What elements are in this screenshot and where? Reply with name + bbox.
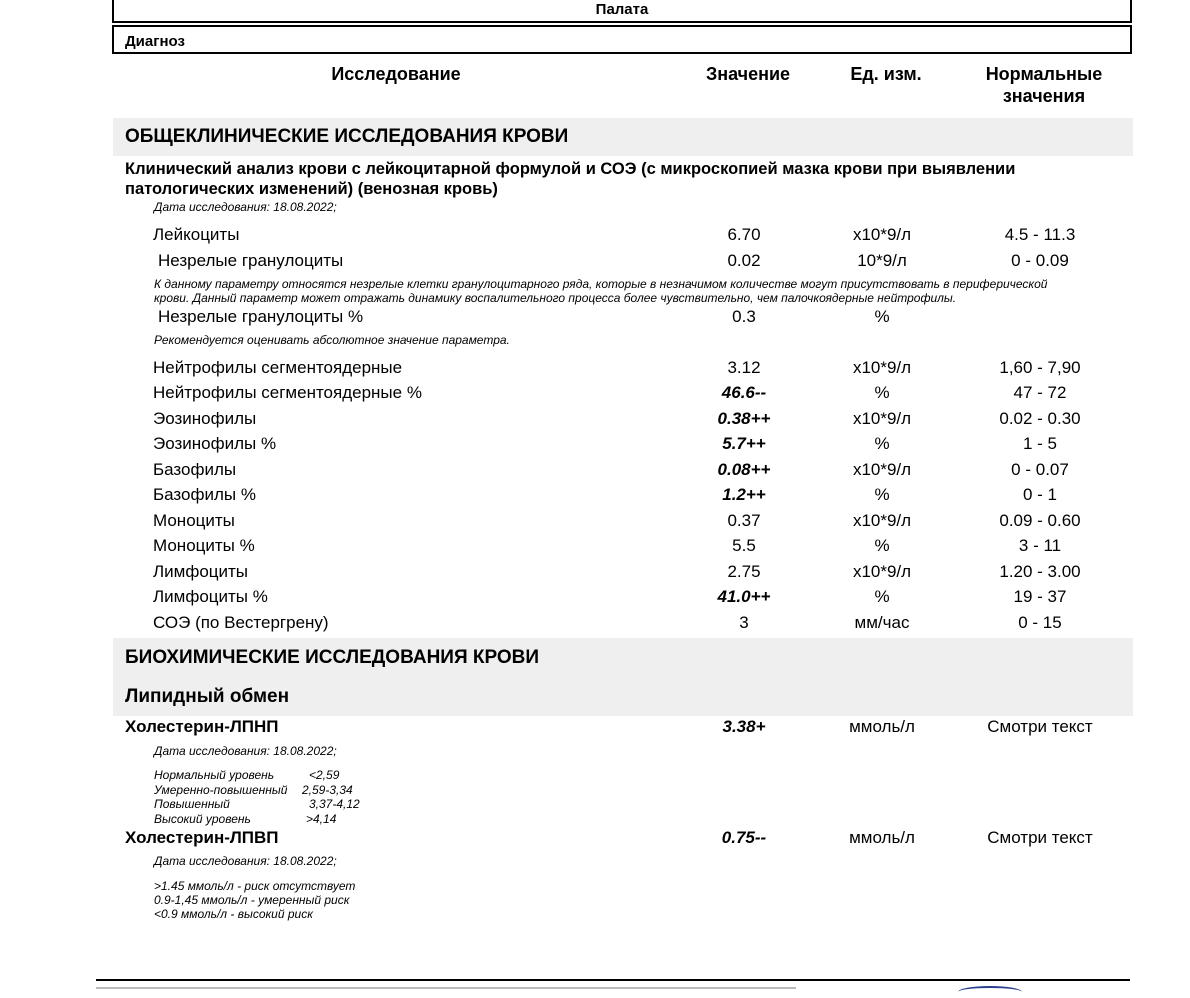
table-row <box>0 251 1190 273</box>
row-value: 3 <box>739 613 749 632</box>
row-name: СОЭ (по Вестергрену) <box>153 613 329 632</box>
table-row <box>0 434 1190 456</box>
table-row <box>0 358 1190 380</box>
diagnosis-label: Диагноз <box>125 33 185 50</box>
table-row <box>0 717 1190 739</box>
row-ref: 4.5 - 11.3 <box>1004 225 1076 244</box>
row-unit: x10*9/л <box>852 358 912 377</box>
section-title: БИОХИМИЧЕСКИЕ ИССЛЕДОВАНИЯ КРОВИ <box>125 647 540 668</box>
level-range: >4,14 <box>306 812 337 826</box>
row-value: 3.38+ <box>722 717 766 736</box>
row-ref: 19 - 37 <box>1013 587 1067 606</box>
test-name-line2: патологических изменений) (венозная кровь) <box>125 180 498 198</box>
row-unit: % <box>874 536 890 555</box>
level-label: Высокий уровень <box>154 812 251 826</box>
logo-icon <box>958 986 1022 998</box>
table-row <box>0 613 1190 635</box>
row-unit: % <box>874 485 890 504</box>
row-value: 2.75 <box>727 562 761 581</box>
risk-line: >1.45 ммоль/л - риск отсутствует <box>154 879 356 893</box>
row-name: Холестерин-ЛПВП <box>125 828 279 847</box>
row-unit: % <box>874 434 890 453</box>
ward-label: Палата <box>595 1 649 18</box>
row-unit: x10*9/л <box>852 409 912 428</box>
row-unit: ммоль/л <box>849 828 915 847</box>
column-header-study: Исследование <box>331 64 461 84</box>
row-value: 5.5 <box>732 536 756 555</box>
row-value: 41.0++ <box>717 587 771 606</box>
risk-notes <box>154 879 355 921</box>
level-row <box>154 812 454 827</box>
row-unit: x10*9/л <box>852 511 912 530</box>
row-name: Незрелые гранулоциты <box>158 251 344 270</box>
row-unit: % <box>874 383 890 402</box>
column-header-normal <box>962 63 1126 107</box>
row-ref: Смотри текст <box>987 717 1093 736</box>
row-ref: 0 - 15 <box>1018 613 1062 632</box>
row-ref: 1,60 - 7,90 <box>999 358 1081 377</box>
column-header-normal-line1: Нормальные <box>985 64 1103 84</box>
row-name: Моноциты % <box>153 536 255 555</box>
study-date: Дата исследования: 18.08.2022; <box>154 744 337 758</box>
row-value: 5.7++ <box>722 434 766 453</box>
table-row <box>0 307 1190 329</box>
study-date: Дата исследования: 18.08.2022; <box>154 854 337 868</box>
note-absolute: Рекомендуется оценивать абсолютное значение параметра. <box>154 333 510 347</box>
level-range: 3,37-4,12 <box>309 797 360 811</box>
column-header-unit: Ед. изм. <box>850 64 922 84</box>
table-row <box>0 828 1190 850</box>
test-name-line1: Клинический анализ крови с лейкоцитарной формулой и СОЭ (с микроскопией мазка крови при выявлении <box>125 160 1016 178</box>
row-name: Лимфоциты % <box>153 587 268 606</box>
level-range: 2,59-3,34 <box>302 783 353 797</box>
risk-line: <0.9 ммоль/л - высокий риск <box>154 907 313 921</box>
note-line: К данному параметру относятся незрелые клетки гранулоцитарного ряда, которые в незначимом количестве могут присутствовать в периферической <box>154 277 1048 291</box>
row-value: 0.02 <box>727 251 761 270</box>
row-ref: 1 - 5 <box>1022 434 1058 453</box>
level-range: <2,59 <box>309 768 340 782</box>
row-name: Холестерин-ЛПНП <box>125 717 279 736</box>
level-label: Умеренно-повышенный <box>154 783 288 797</box>
level-label: Повышенный <box>154 797 230 811</box>
row-ref: 3 - 11 <box>1018 536 1062 555</box>
ward-box <box>112 0 1132 23</box>
row-value: 3.12 <box>727 358 761 377</box>
section-general-clinical <box>113 118 1133 156</box>
row-name: Базофилы % <box>153 485 256 504</box>
row-value: 0.38++ <box>717 409 771 428</box>
column-header-value: Значение <box>705 64 791 84</box>
table-row <box>0 536 1190 558</box>
row-unit: x10*9/л <box>852 460 912 479</box>
row-value: 6.70 <box>727 225 761 244</box>
table-row <box>0 460 1190 482</box>
row-ref: 47 - 72 <box>1013 383 1067 402</box>
row-name: Незрелые гранулоциты % <box>158 307 364 326</box>
row-name: Нейтрофилы сегментоядерные % <box>153 383 422 402</box>
table-row <box>0 409 1190 431</box>
footer-divider <box>96 979 1130 981</box>
table-row <box>0 383 1190 405</box>
level-row <box>154 768 454 783</box>
row-unit: % <box>874 307 890 326</box>
row-unit: x10*9/л <box>852 225 912 244</box>
row-name: Базофилы <box>153 460 237 479</box>
row-ref: 0 - 0.07 <box>1011 460 1069 479</box>
row-name: Лимфоциты <box>153 562 249 581</box>
row-value: 1.2++ <box>722 485 766 504</box>
risk-line: 0.9-1,45 ммоль/л - умеренный риск <box>154 893 350 907</box>
diagnosis-box <box>112 25 1132 54</box>
row-value: 0.75-- <box>721 828 767 847</box>
row-value: 0.3 <box>732 307 756 326</box>
level-row <box>154 783 454 798</box>
row-ref: 0 - 1 <box>1022 485 1058 504</box>
level-label: Нормальный уровень <box>154 768 275 782</box>
row-unit: 10*9/л <box>857 251 907 270</box>
study-date: Дата исследования: 18.08.2022; <box>154 200 337 214</box>
row-ref: 1.20 - 3.00 <box>999 562 1081 581</box>
section-biochemistry <box>113 638 1133 716</box>
row-unit: ммоль/л <box>849 717 915 736</box>
table-row <box>0 587 1190 609</box>
section-subtitle: Липидный обмен <box>125 686 290 707</box>
section-title: ОБЩЕКЛИНИЧЕСКИЕ ИССЛЕДОВАНИЯ КРОВИ <box>125 126 569 147</box>
level-row <box>154 797 454 812</box>
row-ref: 0 - 0.09 <box>1011 251 1069 270</box>
row-name: Моноциты <box>153 511 235 530</box>
row-ref: Смотри текст <box>987 828 1093 847</box>
table-row <box>0 225 1190 247</box>
row-value: 46.6-- <box>721 383 767 402</box>
footer-text-cropped <box>96 985 796 991</box>
row-unit: x10*9/л <box>852 562 912 581</box>
row-ref: 0.09 - 0.60 <box>999 511 1081 530</box>
row-name: Эозинофилы <box>153 409 257 428</box>
row-name: Нейтрофилы сегментоядерные <box>153 358 403 377</box>
table-row <box>0 511 1190 533</box>
table-row <box>0 485 1190 507</box>
row-value: 0.37 <box>727 511 761 530</box>
note-line: крови. Данный параметр может отражать динамику воспалительного процесса более чувствительно, чем палочкоядерные нейтрофилы. <box>154 291 957 305</box>
row-unit: мм/час <box>854 613 910 632</box>
row-ref: 0.02 - 0.30 <box>999 409 1081 428</box>
row-value: 0.08++ <box>717 460 771 479</box>
note-immature <box>154 277 1134 305</box>
row-name: Эозинофилы % <box>153 434 277 453</box>
column-header-normal-line2: значения <box>1002 86 1086 106</box>
table-row <box>0 562 1190 584</box>
row-name: Лейкоциты <box>153 225 240 244</box>
row-unit: % <box>874 587 890 606</box>
test-name <box>125 159 1015 199</box>
